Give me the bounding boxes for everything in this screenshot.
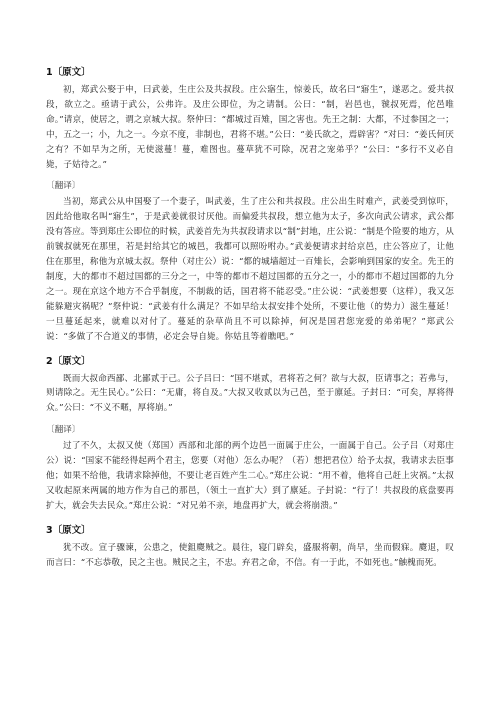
section-1-translation-heading: 〔翻译〕 bbox=[46, 181, 81, 192]
section-1-heading: 1〔原文〕 bbox=[46, 67, 91, 78]
section-3-heading: 3〔原文〕 bbox=[46, 524, 91, 536]
section-3-original-text: 犹不改。宣子骤谏，公患之，使鉏麑贼之。晨往，寝门辟矣，盛服将朝，尚早，坐而假寐。麑退，叹而言曰：“不忘恭敬，民之主也。贼民之主，不忠。弃君之命，不信。有一于此，不如死也。”触槐而死。 bbox=[46, 542, 454, 568]
section-2-translation-heading: 〔翻译〕 bbox=[46, 425, 81, 436]
section-2-original-text: 既而大叔命西鄙、北鄙贰于己。公子吕曰：“国不堪贰，君将若之何？欲与大叔，臣请事之；若弗与，则请除之。无生民心。”公曰：“无庸，将自及。”大叔又收贰以为己邑，至于廪延。子封曰：“可矣，厚将得众。”公曰：“不义不暱，厚将崩。” bbox=[46, 373, 454, 414]
section-2-translation-text: 过了不久，太叔又使（郑国）西部和北部的两个边邑一面属于庄公，一面属于自己。公子吕（对郑庄公）说：“国家不能经得起两个君主，您要（对他）怎么办呢？（若）想把君位）给予太叔，我请求去臣事他；如果不给他，我请求除掉他，不要让老百姓产生二心。”郑庄公说：“用不着，他将自己赶上灾祸。”太叔又收起原来两属的地方作为自己的那邑，（领土一直扩大）到了廪延。子封说：“行了！共叔段的底盘要再扩大，就会失去民众。”郑庄公说：“对兄弟不亲，地盘再扩大，就会将崩溃。” bbox=[46, 441, 454, 511]
section-1-translation-text: 当初，郑武公从申国娶了一个妻子，叫武姜，生了庄公和共叔段。庄公出生时难产，武姜受到惊吓，因此给他取名叫“寤生”，于是武姜就很讨厌他。而偏爱共叔段，想立他为太子，多次向武公请求，武公都没有答应。等到郑庄公即位的时候，武姜首先为共叔段请求以“制”封地，庄公说：“制是个险要的地方，从前虢叔就死在那里，若是封给其它的城邑，我都可以照吩咐办。”武姜便请求封给京邑，庄公答应了，让他住在那里，称他为京城太叔。祭仲（对庄公）说：“都的城墙超过一百雉长，会影响到国家的安全。先王的制度，大的都市不超过国都的三分之一，中等的都市不超过国都的五分之一，小的都市不超过国都的九分之一。现在京这个地方不合乎制度，不制裁的话，国君将不能忍受。”庄公说：“武姜想要（这样），我又怎能躲避灾祸呢？”祭仲说：“武姜有什么满足？不如早给太叔安排个处所，不要让他（的势力）滋生蔓延！一旦蔓延起来，就难以对付了。蔓延的杂草尚且不可以除掉，何况是国君您宠爱的弟弟呢？”郑武公说：“多做了不合道义的事情，必定会导自毙。你姑且等着瞧吧。” bbox=[46, 197, 454, 342]
section-2-heading: 2〔原文〕 bbox=[46, 355, 91, 367]
section-1-original-text: 初，郑武公娶于申，曰武姜，生庄公及共叔段。庄公寤生，惊姜氏，故名曰“寤生”，遂恶之。爱共叔段，欲立之。亟请于武公，公弗许。及庄公即位，为之请制。公曰：“制，岩邑也，虢叔死焉，佗邑唯命。”请京，使居之，谓之京城大叔。祭仲曰：“都城过百雉，国之害也。先王之制：大都，不过参国之一；中，五之一；小，九之一。今京不度，非制也，君将不堪。”公曰：“姜氏欲之，焉辟害？”对曰：“姜氏何厌之有？不如早为之所，无使滋蔓！蔓，难图也。蔓草犹不可除，况君之宠弟乎？”公曰：“多行不义必自毙，子姑待之。” bbox=[46, 85, 454, 170]
